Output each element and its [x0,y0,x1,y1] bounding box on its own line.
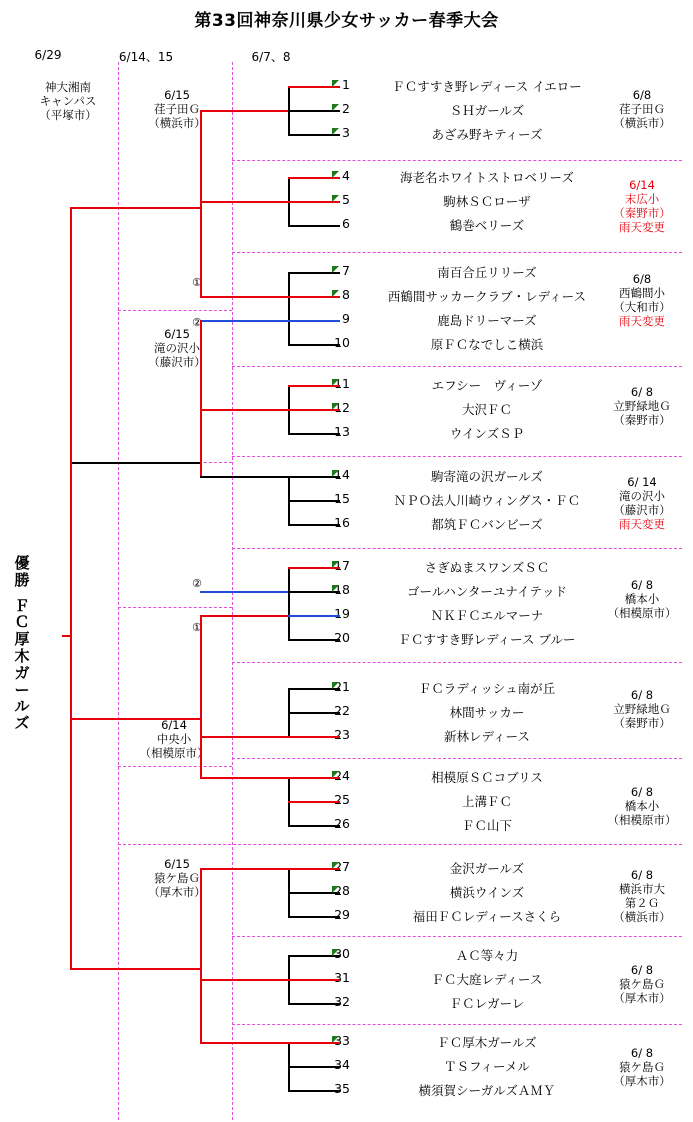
divider-group-3-4 [232,366,682,367]
winner-flag-icon [332,80,339,87]
team-number: 16 [334,515,350,530]
team-number: 2 [342,101,350,116]
semi-spine-1 [200,110,202,296]
venue-group-6-line-1: 6/ 8 [630,578,654,592]
winner-flag-icon [332,682,339,689]
team-name: 鶴巻ベリーズ [449,218,525,233]
champion-text-10: ル [14,697,30,716]
winner-flag-icon [332,403,339,410]
champion-text-11: ズ [14,714,30,733]
venue-group-9-line-4: （横浜市） [613,910,671,925]
divider-group-8-9 [118,844,682,845]
final-spine-upper [70,207,72,462]
winner-flag-icon [332,290,339,297]
team-name: ＴＳフィーメル [444,1059,530,1074]
team-number: 3 [342,125,350,140]
team-number: 29 [334,907,350,922]
group-5-link-3 [288,524,340,526]
team-name: 西鶴間サッカークラブ・レディース [387,289,587,304]
final-feed-upper-2 [70,462,200,464]
team-name: 相模原ＳＣコブリス [431,770,543,785]
team-number: 21 [334,679,350,694]
group-3-spine [288,272,290,344]
venue-group-1-line-2: 荏子田Ｇ [619,102,665,117]
team-number: 31 [334,970,350,985]
semi-feed-g4 [200,409,288,411]
group-6-link-3 [288,615,340,617]
team-name: 横須賀シーガルズＡＭＹ [418,1083,556,1098]
winner-flag-icon [332,266,339,273]
venue-semi-2-line-3: （藤沢市） [148,355,206,370]
venue-final-line-1: 神大湘南 [45,80,91,94]
group-6-link-4 [288,639,340,641]
final-feed-lower [70,718,200,720]
team-number: 13 [334,424,350,439]
team-name: 上溝ＦＣ [461,794,512,809]
divider-group-7-8 [232,758,682,759]
team-name: ＦＣ厚木ガールズ [437,1035,537,1050]
group-8-link-3 [288,825,340,827]
winner-flag-icon [332,1036,339,1043]
champion-text-1: 優 [14,554,30,572]
team-name: ＦＣ山下 [461,818,512,833]
team-number: 32 [334,994,350,1009]
venue-final-line-3: （平塚市） [39,108,97,123]
venue-semi-2 [128,327,226,369]
team-number: 30 [334,946,350,961]
venue-semi-3 [124,718,224,760]
team-number: 17 [334,558,350,573]
venue-group-4-line-1: 6/ 8 [630,385,654,399]
final-spine-center [70,462,72,718]
team-name: 新林レディース [444,729,530,744]
team-number: 28 [334,883,350,898]
winner-flag-icon [332,195,339,202]
round-header-semi: 6/14、15 [118,50,174,64]
champion-connector [62,635,70,637]
venue-group-5-line-2: 滝の沢小 [619,489,665,504]
team-name: 駒林ＳＣローザ [443,194,531,209]
team-number: 11 [334,376,350,391]
winner-flag-icon [332,949,339,956]
divider-semi-1 [118,310,232,311]
group-10-link-3 [288,1003,340,1005]
group-4-link-3 [288,433,340,435]
semi-feed-g1 [200,110,288,112]
team-name: 横浜ウインズ [449,885,525,900]
semi-feed-g11 [200,1042,288,1044]
venue-semi-3-line-2: 中央小 [156,732,192,747]
team-number: 19 [334,606,350,621]
venue-semi-4-line-3: （厚木市） [148,885,206,900]
venue-group-10-line-1: 6/ 8 [630,963,654,977]
winner-flag-icon [332,585,339,592]
semi-feed-g5 [200,476,288,478]
venue-semi-4-line-1: 6/15 [164,857,190,871]
venue-group-3-line-4: 雨天変更 [619,314,665,329]
divider-group-9-10 [232,936,682,937]
venue-group-11-line-1: 6/ 8 [630,1046,654,1060]
group-2-link-bot [288,225,340,227]
semi-feed-g8 [200,777,288,779]
venue-group-7-line-2: 立野緑地Ｇ [613,702,671,717]
team-number: 12 [334,400,350,415]
venue-group-3-line-2: 西鶴間小 [619,286,665,301]
champion-text-7: 木 [14,646,30,665]
divider-group-2-3 [232,252,682,253]
venue-group-9-line-3: 第２Ｇ [624,896,660,911]
champion-text-9: ー [14,680,30,699]
team-name: 福田ＦＣレディースさくら [412,909,562,924]
winner-flag-icon [332,379,339,386]
group-9-link-3 [288,916,340,918]
team-name: ＳＨガールズ [449,103,525,118]
divider-group-5-6 [232,548,682,549]
team-number: 5 [342,192,350,207]
divider-column-1 [118,62,119,1120]
team-number: 18 [334,582,350,597]
team-number: 33 [334,1033,350,1048]
winner-flag-icon [332,128,339,135]
team-number: 14 [334,467,350,482]
venue-semi-2-line-1: 6/15 [164,327,190,341]
bracket-marker-1a: ① [192,276,202,289]
group-7-link-2 [288,712,340,714]
group-5-link-2 [288,500,340,502]
venue-group-3-line-3: （大和市） [613,300,671,315]
team-number: 35 [334,1081,350,1096]
venue-group-5-line-3: （藤沢市） [613,503,671,518]
team-name: ＦＣすすき野レディース ブルー [398,632,576,647]
final-feed-lower-2 [70,968,200,970]
champion-text-2: 勝 [14,570,30,589]
team-number: 7 [342,263,350,278]
venue-group-5-line-4: 雨天変更 [619,517,665,532]
venue-group-3-line-1: 6/8 [632,272,652,286]
venue-semi-2-line-2: 滝の沢小 [154,341,200,356]
semi-feed-g2 [200,201,288,203]
venue-group-7-line-3: （秦野市） [613,716,671,731]
venue-group-1-line-3: （横浜市） [613,116,671,131]
team-number: 26 [334,816,350,831]
group-11-link-3 [288,1090,340,1092]
team-number: 24 [334,768,350,783]
winner-flag-icon [332,862,339,869]
champion-text-8: ガ [14,663,30,682]
divider-group-4-5 [232,456,682,457]
team-number: 9 [342,311,350,326]
winner-flag-icon [332,171,339,178]
team-name: さぎぬまスワンズＳＣ [424,560,550,575]
venue-group-4-line-3: （秦野市） [613,413,671,428]
venue-group-8-line-1: 6/ 8 [630,785,654,799]
team-number: 23 [334,727,350,742]
team-name: エフシー ヴィーゾ [431,378,543,393]
group-11-link-2 [288,1066,340,1068]
team-name: 南百合丘リリーズ [437,265,537,280]
team-number: 8 [342,287,350,302]
semi-feed-g10 [200,979,288,981]
venue-group-2-line-4: 雨天変更 [619,220,665,235]
team-name: 鹿島ドリーマーズ [437,313,537,328]
semi-feed-g7 [200,736,288,738]
team-number: 27 [334,859,350,874]
group-10-link-2 [288,979,340,981]
team-name: ＮＰＯ法人川崎ウィングス・ＦＣ [393,493,581,508]
venue-group-10-line-3: （厚木市） [613,991,671,1006]
bracket-marker-2a: ② [192,316,202,329]
semi-feed-g9 [200,868,288,870]
team-number: 15 [334,491,350,506]
team-name: ウインズＳＰ [449,426,525,441]
winner-flag-icon [332,771,339,778]
venue-semi-1-line-3: （横浜市） [148,116,206,131]
winner-flag-icon [332,104,339,111]
venue-group-8-line-2: 橋本小 [624,799,660,814]
group-6-spine [288,567,290,639]
divider-group-1-2 [232,160,682,161]
team-name: ＦＣラディッシュ南が丘 [418,681,556,696]
bracket-marker-2b: ② [192,577,202,590]
venue-group-8-line-3: （相模原市） [607,813,677,828]
team-name: 都筑ＦＣバンビーズ [431,517,543,532]
team-name: ＡＣ等々力 [455,948,519,963]
team-name: 金沢ガールズ [449,861,525,876]
team-name: ＮＫＦＣエルマーナ [430,608,544,623]
divider-semi-3 [118,607,232,608]
group-3-link-3 [288,320,340,322]
team-name: 駒寄滝の沢ガールズ [431,469,543,484]
team-number: 1 [342,77,350,92]
group-8-link-2 [288,801,340,803]
venue-group-11-line-3: （厚木市） [613,1074,671,1089]
team-number: 22 [334,703,350,718]
venue-group-2-line-1: 6/14 [629,178,655,192]
team-name: 海老名ホワイトストロベリーズ [400,170,574,185]
champion-text-6: 厚 [14,630,30,649]
semi-feed-g6 [200,591,288,593]
semi-feed-g3b [200,320,288,322]
semi-feed-g6b [200,615,288,617]
team-number: 4 [342,168,350,183]
venue-semi-1-line-2: 荏子田Ｇ [154,102,200,117]
team-name: ＦＣすすき野レディース イエロー [392,79,582,94]
venue-group-2-line-2: 末広小 [624,192,660,207]
semi-spine-4 [200,868,202,1042]
venue-final [22,80,114,122]
winner-flag-icon [332,561,339,568]
venue-group-2-line-3: （秦野市） [613,206,671,221]
team-name: 大沢ＦＣ [461,402,512,417]
venue-group-4-line-2: 立野緑地Ｇ [613,399,671,414]
team-name: あざみ野キティーズ [431,127,543,142]
venue-group-9-line-1: 6/ 8 [630,868,654,882]
venue-group-9-line-2: 横浜市大 [619,882,665,897]
team-name: ゴールハンターユナイテッド [406,584,567,599]
semi-feed-g3 [200,296,288,298]
venue-final-line-2: キャンパス [39,94,97,109]
divider-group-10-11 [232,1024,682,1025]
venue-semi-4 [128,857,226,899]
champion-text-4: Ｆ [14,596,30,615]
venue-group-6-line-3: （相模原市） [607,606,677,621]
winner-flag-icon [332,470,339,477]
semi-spine-3 [200,615,202,777]
team-name: ＦＣ大庭レディース [431,972,543,987]
winner-flag-icon [332,886,339,893]
venue-group-11-line-2: 猿ケ島Ｇ [619,1060,665,1075]
champion-text-5: Ｃ [14,613,30,632]
team-name: 林間サッカー [449,705,525,720]
champion-label [12,555,32,732]
team-name: ＦＣレガーレ [449,996,525,1011]
group-3-link-4 [288,344,340,346]
venue-group-10-line-2: 猿ケ島Ｇ [619,977,665,992]
final-feed-upper [70,207,200,209]
venue-semi-3-line-1: 6/14 [161,718,187,732]
team-name: 原ＦＣなでしこ横浜 [430,337,544,352]
semi-spine-2 [200,320,202,476]
venue-semi-4-line-2: 猿ケ島Ｇ [154,871,200,886]
divider-group-6-7 [232,662,682,663]
bracket-marker-1b: ① [192,621,202,634]
venue-semi-1-line-1: 6/15 [164,88,190,102]
venue-group-6-line-2: 橋本小 [624,592,660,607]
page-title: 第33回神奈川県少女サッカー春季大会 [194,11,499,31]
team-number: 20 [334,630,350,645]
group-7-link-3 [288,736,340,738]
venue-group-1-line-1: 6/8 [632,88,652,102]
team-number: 6 [342,216,350,231]
final-spine-lower [70,718,72,968]
round-header-final: 6/29 [34,48,62,62]
divider-semi-4 [118,766,232,767]
round-header-group: 6/7、8 [251,50,291,64]
venue-group-7-line-1: 6/ 8 [630,688,654,702]
team-number: 34 [334,1057,350,1072]
venue-semi-3-line-3: （相模原市） [139,746,209,761]
venue-group-5-line-1: 6/ 14 [627,475,657,489]
team-number: 25 [334,792,350,807]
team-number: 10 [334,335,350,350]
